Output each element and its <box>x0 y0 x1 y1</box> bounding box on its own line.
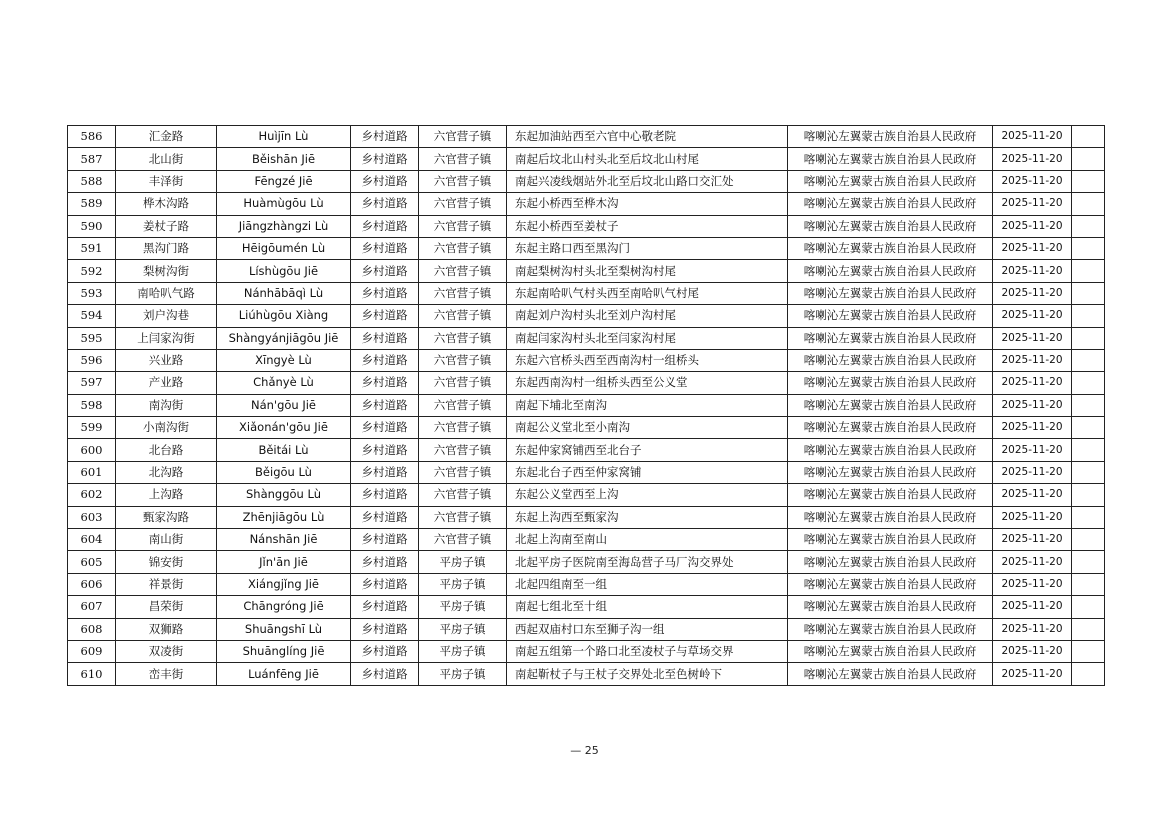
road-type-cell: 乡村道路 <box>351 663 419 685</box>
town-cell: 六官营子镇 <box>419 170 507 192</box>
road-name-cell: 北沟路 <box>116 461 217 483</box>
approving-authority-cell: 喀喇沁左翼蒙古族自治县人民政府 <box>788 596 993 618</box>
pinyin-cell: Líshùgōu Jiē <box>217 260 351 282</box>
approving-authority-cell: 喀喇沁左翼蒙古族自治县人民政府 <box>788 305 993 327</box>
approval-date-cell: 2025-11-20 <box>993 193 1072 215</box>
road-type-cell: 乡村道路 <box>351 260 419 282</box>
approval-date-cell: 2025-11-20 <box>993 170 1072 192</box>
town-cell: 六官营子镇 <box>419 260 507 282</box>
row-number-cell: 601 <box>68 461 116 483</box>
road-name-cell: 北山街 <box>116 148 217 170</box>
pinyin-cell: Běishān Jiē <box>217 148 351 170</box>
approving-authority-cell: 喀喇沁左翼蒙古族自治县人民政府 <box>788 506 993 528</box>
remarks-cell <box>1072 148 1105 170</box>
table-row <box>68 551 1105 573</box>
road-type-cell: 乡村道路 <box>351 551 419 573</box>
road-type-cell: 乡村道路 <box>351 506 419 528</box>
road-type-cell: 乡村道路 <box>351 305 419 327</box>
road-type-cell: 乡村道路 <box>351 349 419 371</box>
approval-date-cell: 2025-11-20 <box>993 596 1072 618</box>
remarks-cell <box>1072 618 1105 640</box>
extent-description-cell: 南起刘户沟村头北至刘户沟村尾 <box>507 305 788 327</box>
approval-date-cell: 2025-11-20 <box>993 573 1072 595</box>
town-cell: 平房子镇 <box>419 551 507 573</box>
road-name-cell: 南哈叭气路 <box>116 282 217 304</box>
road-name-cell: 北台路 <box>116 439 217 461</box>
approving-authority-cell: 喀喇沁左翼蒙古族自治县人民政府 <box>788 573 993 595</box>
road-type-cell: 乡村道路 <box>351 461 419 483</box>
approving-authority-cell: 喀喇沁左翼蒙古族自治县人民政府 <box>788 640 993 662</box>
road-type-cell: 乡村道路 <box>351 126 419 148</box>
road-type-cell: 乡村道路 <box>351 439 419 461</box>
pinyin-cell: Nán'gōu Jiē <box>217 394 351 416</box>
extent-description-cell: 北起平房子医院南至海岛营子马厂沟交界处 <box>507 551 788 573</box>
approving-authority-cell: 喀喇沁左翼蒙古族自治县人民政府 <box>788 282 993 304</box>
row-number-cell: 590 <box>68 215 116 237</box>
row-number-cell: 603 <box>68 506 116 528</box>
extent-description-cell: 东起六官桥头西至西南沟村一组桥头 <box>507 349 788 371</box>
town-cell: 六官营子镇 <box>419 215 507 237</box>
town-cell: 六官营子镇 <box>419 484 507 506</box>
table-row <box>68 394 1105 416</box>
row-number-cell: 607 <box>68 596 116 618</box>
table-row <box>68 148 1105 170</box>
approving-authority-cell: 喀喇沁左翼蒙古族自治县人民政府 <box>788 215 993 237</box>
road-name-cell: 姜杖子路 <box>116 215 217 237</box>
extent-description-cell: 东起西南沟村一组桥头西至公义堂 <box>507 372 788 394</box>
approval-date-cell: 2025-11-20 <box>993 260 1072 282</box>
road-type-cell: 乡村道路 <box>351 237 419 259</box>
pinyin-cell: Shuānglíng Jiē <box>217 640 351 662</box>
road-name-cell: 产业路 <box>116 372 217 394</box>
road-type-cell: 乡村道路 <box>351 394 419 416</box>
remarks-cell <box>1072 282 1105 304</box>
row-number-cell: 600 <box>68 439 116 461</box>
approval-date-cell: 2025-11-20 <box>993 215 1072 237</box>
road-type-cell: 乡村道路 <box>351 596 419 618</box>
pinyin-cell: Běigōu Lù <box>217 461 351 483</box>
road-name-cell: 刘户沟巷 <box>116 305 217 327</box>
remarks-cell <box>1072 640 1105 662</box>
remarks-cell <box>1072 596 1105 618</box>
approval-date-cell: 2025-11-20 <box>993 126 1072 148</box>
extent-description-cell: 北起上沟南至南山 <box>507 529 788 551</box>
town-cell: 六官营子镇 <box>419 529 507 551</box>
table-row <box>68 596 1105 618</box>
table-row <box>68 506 1105 528</box>
road-type-cell: 乡村道路 <box>351 529 419 551</box>
table-row <box>68 126 1105 148</box>
road-type-cell: 乡村道路 <box>351 282 419 304</box>
approving-authority-cell: 喀喇沁左翼蒙古族自治县人民政府 <box>788 237 993 259</box>
pinyin-cell: Nánhābāqì Lù <box>217 282 351 304</box>
table-row <box>68 663 1105 685</box>
extent-description-cell: 东起小桥西至桦木沟 <box>507 193 788 215</box>
town-cell: 六官营子镇 <box>419 394 507 416</box>
road-type-cell: 乡村道路 <box>351 417 419 439</box>
remarks-cell <box>1072 663 1105 685</box>
approving-authority-cell: 喀喇沁左翼蒙古族自治县人民政府 <box>788 327 993 349</box>
road-type-cell: 乡村道路 <box>351 484 419 506</box>
table-row <box>68 215 1105 237</box>
row-number-cell: 587 <box>68 148 116 170</box>
town-cell: 平房子镇 <box>419 618 507 640</box>
road-name-cell: 昌荣街 <box>116 596 217 618</box>
row-number-cell: 589 <box>68 193 116 215</box>
extent-description-cell: 南起下埔北至南沟 <box>507 394 788 416</box>
pinyin-cell: Xiǎonán'gōu Jiē <box>217 417 351 439</box>
row-number-cell: 593 <box>68 282 116 304</box>
table-row <box>68 484 1105 506</box>
remarks-cell <box>1072 394 1105 416</box>
pinyin-cell: Jǐn'ān Jiē <box>217 551 351 573</box>
table-row <box>68 327 1105 349</box>
approval-date-cell: 2025-11-20 <box>993 148 1072 170</box>
remarks-cell <box>1072 237 1105 259</box>
approval-date-cell: 2025-11-20 <box>993 394 1072 416</box>
road-name-cell: 锦安街 <box>116 551 217 573</box>
approval-date-cell: 2025-11-20 <box>993 529 1072 551</box>
approval-date-cell: 2025-11-20 <box>993 640 1072 662</box>
approving-authority-cell: 喀喇沁左翼蒙古族自治县人民政府 <box>788 170 993 192</box>
road-name-cell: 丰泽街 <box>116 170 217 192</box>
approving-authority-cell: 喀喇沁左翼蒙古族自治县人民政府 <box>788 349 993 371</box>
table-row <box>68 372 1105 394</box>
extent-description-cell: 南起兴凌线烟站外北至后坟北山路口交汇处 <box>507 170 788 192</box>
extent-description-cell: 南起公义堂北至小南沟 <box>507 417 788 439</box>
road-name-cell: 上闫家沟街 <box>116 327 217 349</box>
extent-description-cell: 南起梨树沟村头北至梨树沟村尾 <box>507 260 788 282</box>
page-number: — 25 <box>570 744 599 757</box>
road-name-cell: 汇金路 <box>116 126 217 148</box>
extent-description-cell: 南起五组第一个路口北至凌杖子与草场交界 <box>507 640 788 662</box>
town-cell: 六官营子镇 <box>419 506 507 528</box>
road-type-cell: 乡村道路 <box>351 148 419 170</box>
town-cell: 六官营子镇 <box>419 327 507 349</box>
extent-description-cell: 东起上沟西至甄家沟 <box>507 506 788 528</box>
pinyin-cell: Běitái Lù <box>217 439 351 461</box>
approving-authority-cell: 喀喇沁左翼蒙古族自治县人民政府 <box>788 529 993 551</box>
table-row <box>68 237 1105 259</box>
road-type-cell: 乡村道路 <box>351 573 419 595</box>
pinyin-cell: Chǎnyè Lù <box>217 372 351 394</box>
remarks-cell <box>1072 215 1105 237</box>
road-name-cell: 黑沟门路 <box>116 237 217 259</box>
remarks-cell <box>1072 260 1105 282</box>
approval-date-cell: 2025-11-20 <box>993 327 1072 349</box>
town-cell: 六官营子镇 <box>419 237 507 259</box>
road-type-cell: 乡村道路 <box>351 327 419 349</box>
remarks-cell <box>1072 372 1105 394</box>
extent-description-cell: 西起双庙村口东至狮子沟一组 <box>507 618 788 640</box>
pinyin-cell: Xiángjǐng Jiē <box>217 573 351 595</box>
road-name-cell: 祥景街 <box>116 573 217 595</box>
remarks-cell <box>1072 126 1105 148</box>
remarks-cell <box>1072 506 1105 528</box>
table-row <box>68 349 1105 371</box>
road-names-table <box>67 125 1105 686</box>
road-name-cell: 梨树沟街 <box>116 260 217 282</box>
approval-date-cell: 2025-11-20 <box>993 237 1072 259</box>
road-type-cell: 乡村道路 <box>351 640 419 662</box>
extent-description-cell: 南起七组北至十组 <box>507 596 788 618</box>
table-row <box>68 170 1105 192</box>
pinyin-cell: Zhēnjiāgōu Lù <box>217 506 351 528</box>
approval-date-cell: 2025-11-20 <box>993 551 1072 573</box>
approval-date-cell: 2025-11-20 <box>993 372 1072 394</box>
row-number-cell: 594 <box>68 305 116 327</box>
row-number-cell: 597 <box>68 372 116 394</box>
road-name-cell: 双凌街 <box>116 640 217 662</box>
road-type-cell: 乡村道路 <box>351 193 419 215</box>
approving-authority-cell: 喀喇沁左翼蒙古族自治县人民政府 <box>788 260 993 282</box>
pinyin-cell: Hēigōumén Lù <box>217 237 351 259</box>
road-type-cell: 乡村道路 <box>351 372 419 394</box>
approving-authority-cell: 喀喇沁左翼蒙古族自治县人民政府 <box>788 663 993 685</box>
row-number-cell: 592 <box>68 260 116 282</box>
road-name-cell: 双狮路 <box>116 618 217 640</box>
town-cell: 六官营子镇 <box>419 417 507 439</box>
road-name-cell: 兴业路 <box>116 349 217 371</box>
road-type-cell: 乡村道路 <box>351 170 419 192</box>
pinyin-cell: Liúhùgōu Xiàng <box>217 305 351 327</box>
row-number-cell: 586 <box>68 126 116 148</box>
approval-date-cell: 2025-11-20 <box>993 282 1072 304</box>
town-cell: 平房子镇 <box>419 596 507 618</box>
table-row <box>68 640 1105 662</box>
pinyin-cell: Huàmùgōu Lù <box>217 193 351 215</box>
extent-description-cell: 东起主路口西至黑沟门 <box>507 237 788 259</box>
town-cell: 六官营子镇 <box>419 439 507 461</box>
extent-description-cell: 东起北台子西至仲家窝铺 <box>507 461 788 483</box>
approving-authority-cell: 喀喇沁左翼蒙古族自治县人民政府 <box>788 126 993 148</box>
pinyin-cell: Shàngyánjiāgōu Jiē <box>217 327 351 349</box>
approving-authority-cell: 喀喇沁左翼蒙古族自治县人民政府 <box>788 484 993 506</box>
remarks-cell <box>1072 305 1105 327</box>
road-name-cell: 甄家沟路 <box>116 506 217 528</box>
table-row <box>68 260 1105 282</box>
row-number-cell: 591 <box>68 237 116 259</box>
remarks-cell <box>1072 349 1105 371</box>
row-number-cell: 595 <box>68 327 116 349</box>
row-number-cell: 605 <box>68 551 116 573</box>
approving-authority-cell: 喀喇沁左翼蒙古族自治县人民政府 <box>788 372 993 394</box>
approval-date-cell: 2025-11-20 <box>993 461 1072 483</box>
row-number-cell: 604 <box>68 529 116 551</box>
town-cell: 六官营子镇 <box>419 305 507 327</box>
approval-date-cell: 2025-11-20 <box>993 417 1072 439</box>
extent-description-cell: 北起四组南至一组 <box>507 573 788 595</box>
row-number-cell: 588 <box>68 170 116 192</box>
row-number-cell: 609 <box>68 640 116 662</box>
extent-description-cell: 东起加油站西至六官中心敬老院 <box>507 126 788 148</box>
town-cell: 平房子镇 <box>419 640 507 662</box>
extent-description-cell: 东起公义堂西至上沟 <box>507 484 788 506</box>
pinyin-cell: Xīngyè Lù <box>217 349 351 371</box>
road-type-cell: 乡村道路 <box>351 618 419 640</box>
approving-authority-cell: 喀喇沁左翼蒙古族自治县人民政府 <box>788 417 993 439</box>
approval-date-cell: 2025-11-20 <box>993 305 1072 327</box>
table-row <box>68 305 1105 327</box>
remarks-cell <box>1072 327 1105 349</box>
remarks-cell <box>1072 551 1105 573</box>
extent-description-cell: 东起仲家窝铺西至北台子 <box>507 439 788 461</box>
row-number-cell: 608 <box>68 618 116 640</box>
road-name-cell: 桦木沟路 <box>116 193 217 215</box>
table-row <box>68 282 1105 304</box>
approving-authority-cell: 喀喇沁左翼蒙古族自治县人民政府 <box>788 394 993 416</box>
town-cell: 六官营子镇 <box>419 193 507 215</box>
pinyin-cell: Fēngzé Jiē <box>217 170 351 192</box>
table-body <box>68 126 1105 686</box>
approving-authority-cell: 喀喇沁左翼蒙古族自治县人民政府 <box>788 148 993 170</box>
row-number-cell: 606 <box>68 573 116 595</box>
road-type-cell: 乡村道路 <box>351 215 419 237</box>
approving-authority-cell: 喀喇沁左翼蒙古族自治县人民政府 <box>788 551 993 573</box>
pinyin-cell: Chāngróng Jiē <box>217 596 351 618</box>
town-cell: 六官营子镇 <box>419 461 507 483</box>
remarks-cell <box>1072 573 1105 595</box>
approval-date-cell: 2025-11-20 <box>993 618 1072 640</box>
road-name-cell: 南山街 <box>116 529 217 551</box>
town-cell: 六官营子镇 <box>419 126 507 148</box>
remarks-cell <box>1072 484 1105 506</box>
row-number-cell: 610 <box>68 663 116 685</box>
approving-authority-cell: 喀喇沁左翼蒙古族自治县人民政府 <box>788 461 993 483</box>
extent-description-cell: 南起靳杖子与王杖子交界处北至色树岭下 <box>507 663 788 685</box>
town-cell: 六官营子镇 <box>419 372 507 394</box>
approving-authority-cell: 喀喇沁左翼蒙古族自治县人民政府 <box>788 618 993 640</box>
row-number-cell: 596 <box>68 349 116 371</box>
road-name-cell: 上沟路 <box>116 484 217 506</box>
row-number-cell: 602 <box>68 484 116 506</box>
extent-description-cell: 南起闫家沟村头北至闫家沟村尾 <box>507 327 788 349</box>
pinyin-cell: Shànggōu Lù <box>217 484 351 506</box>
town-cell: 平房子镇 <box>419 573 507 595</box>
row-number-cell: 598 <box>68 394 116 416</box>
town-cell: 六官营子镇 <box>419 282 507 304</box>
row-number-cell: 599 <box>68 417 116 439</box>
extent-description-cell: 东起南哈叭气村头西至南哈叭气村尾 <box>507 282 788 304</box>
town-cell: 六官营子镇 <box>419 349 507 371</box>
table-row <box>68 618 1105 640</box>
approving-authority-cell: 喀喇沁左翼蒙古族自治县人民政府 <box>788 193 993 215</box>
remarks-cell <box>1072 461 1105 483</box>
pinyin-cell: Shuāngshī Lù <box>217 618 351 640</box>
approval-date-cell: 2025-11-20 <box>993 439 1072 461</box>
extent-description-cell: 南起后坟北山村头北至后坟北山村尾 <box>507 148 788 170</box>
road-name-cell: 峦丰街 <box>116 663 217 685</box>
table-row <box>68 529 1105 551</box>
table-row <box>68 439 1105 461</box>
table-row <box>68 461 1105 483</box>
approval-date-cell: 2025-11-20 <box>993 506 1072 528</box>
pinyin-cell: Huìjīn Lù <box>217 126 351 148</box>
pinyin-cell: Luánfēng Jiē <box>217 663 351 685</box>
table-row <box>68 573 1105 595</box>
town-cell: 六官营子镇 <box>419 148 507 170</box>
remarks-cell <box>1072 193 1105 215</box>
table-row <box>68 417 1105 439</box>
approval-date-cell: 2025-11-20 <box>993 484 1072 506</box>
pinyin-cell: Nánshān Jiē <box>217 529 351 551</box>
table-row <box>68 193 1105 215</box>
approval-date-cell: 2025-11-20 <box>993 663 1072 685</box>
town-cell: 平房子镇 <box>419 663 507 685</box>
road-name-cell: 南沟街 <box>116 394 217 416</box>
pinyin-cell: Jiāngzhàngzi Lù <box>217 215 351 237</box>
extent-description-cell: 东起小桥西至姜杖子 <box>507 215 788 237</box>
remarks-cell <box>1072 529 1105 551</box>
remarks-cell <box>1072 170 1105 192</box>
remarks-cell <box>1072 439 1105 461</box>
road-name-cell: 小南沟街 <box>116 417 217 439</box>
approval-date-cell: 2025-11-20 <box>993 349 1072 371</box>
remarks-cell <box>1072 417 1105 439</box>
approving-authority-cell: 喀喇沁左翼蒙古族自治县人民政府 <box>788 439 993 461</box>
